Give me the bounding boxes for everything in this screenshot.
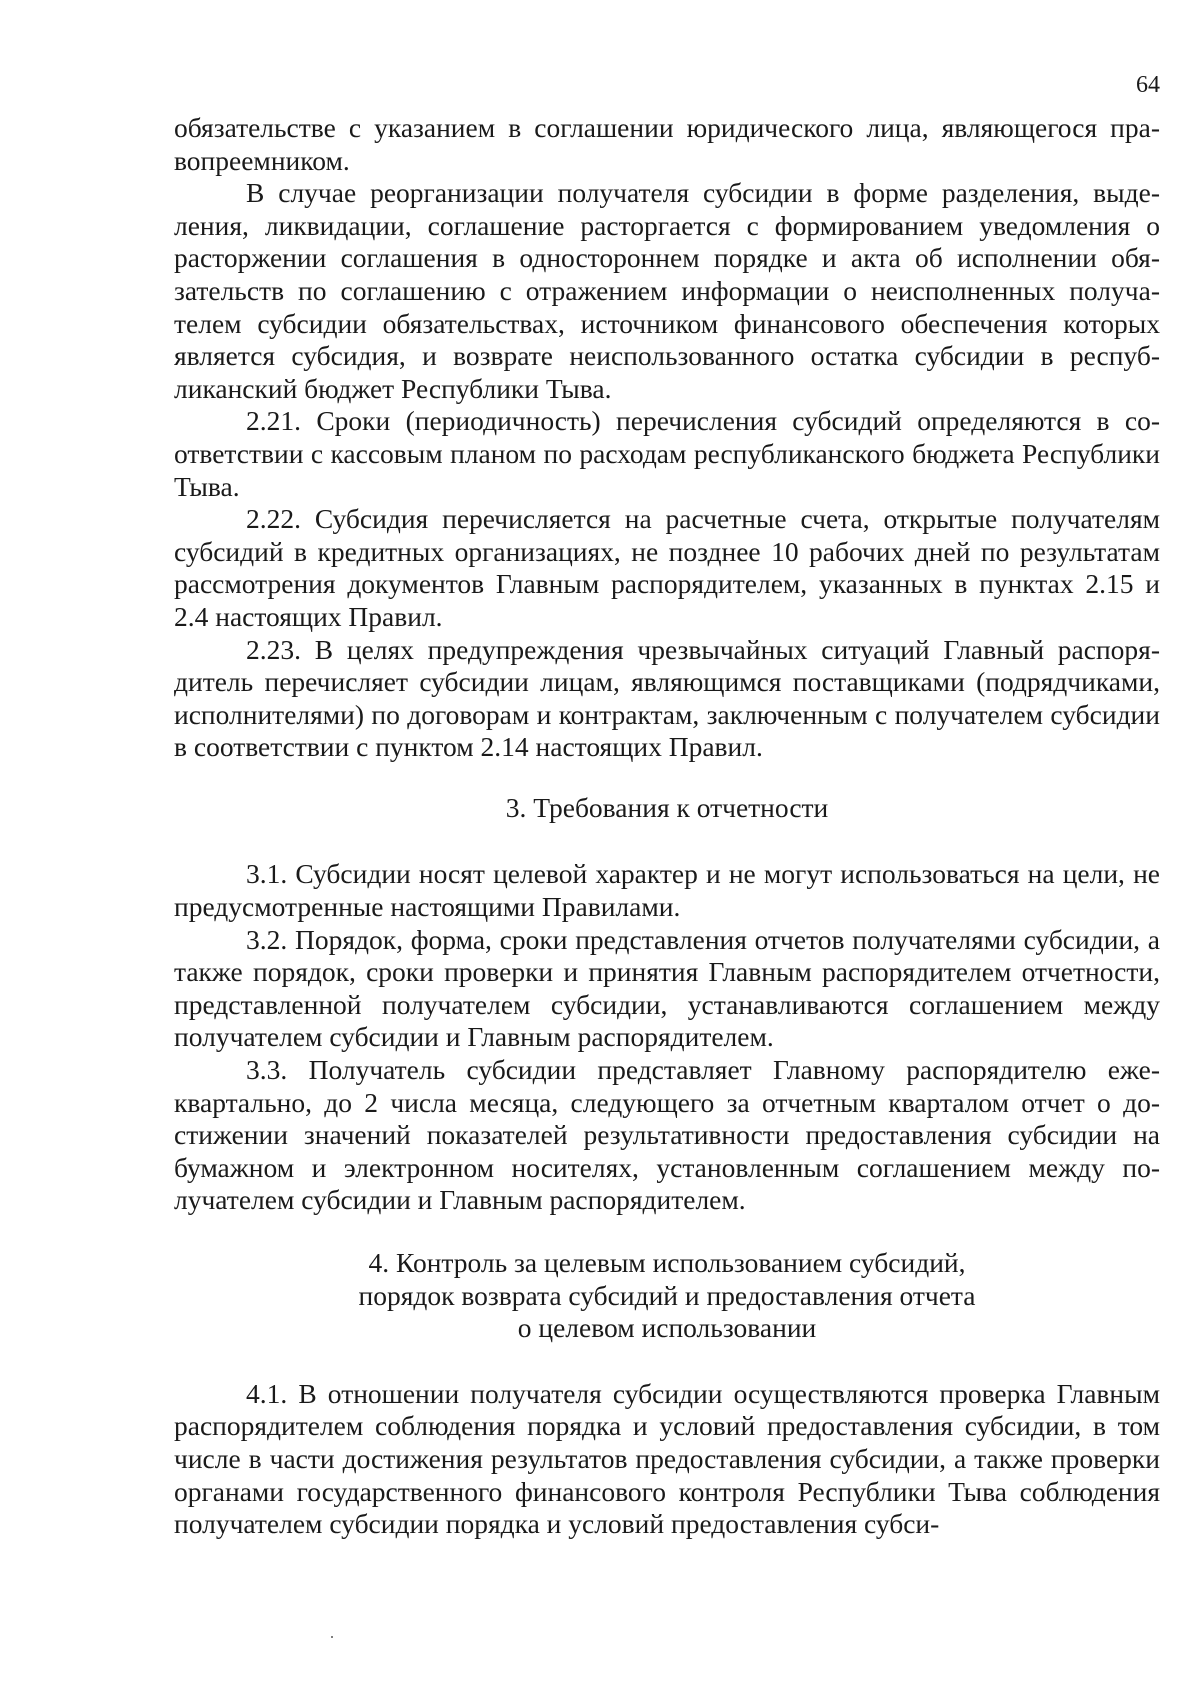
page-number: 64: [1136, 72, 1160, 98]
paragraph-continuation: обязательстве с указанием в соглашении юридического лица, являющегося правопреемником.: [174, 112, 1160, 176]
paragraph-reorganization: В случае реорганизации получателя субсидии в форме разделения, выделения, ликвидации, соглашение расторгается с формированием уведомления о расторжении соглашения в одностороннем порядке и акта об исполнении обязательств по соглашению с отражением информации о неисполненных получателем субсидии обязательствах, источником финансового обеспечения которых является субсидия, и возврате неиспользованного остатка субсидии в республиканский бюджет Республики Тыва.: [174, 177, 1160, 404]
section-4-heading-line-3: о целевом использовании: [517, 1312, 817, 1344]
paragraph-2-22: 2.22. Субсидия перечисляется на расчетные счета, открытые получателям субсидий в кредитных организациях, не позднее 10 рабочих дней по результатам рассмотрения документов Главным распорядителем, указанных в пунктах 2.15 и 2.4 настоящих Правил.: [174, 503, 1160, 632]
section-4-heading: [174, 1247, 1160, 1345]
paragraph-4-1: 4.1. В отношении получателя субсидии осуществляются проверка Главным распорядителем соблюдения порядка и условий предоставления субсидии, в том числе в части достижения результатов предоставления субсидии, а также проверки органами государственного финансового контроля Республики Тыва соблюдения получателем субсидии порядка и условий предоставления субси-: [174, 1377, 1160, 1540]
paragraph-3-3: 3.3. Получатель субсидии представляет Главному распорядителю ежеквартально, до 2 числа месяца, следующего за отчетным кварталом отчет о достижении значений показателей результативности предоставления субсидии на бумажном и электронном носителях, установленным соглашением между получателем субсидии и Главным распорядителем.: [174, 1054, 1160, 1216]
paragraph-3-2: 3.2. Порядок, форма, сроки представления отчетов получателями субсидии, а также порядок, сроки проверки и принятия Главным распорядителем отчетности, представленной получателем субсидии, устанавливаются соглашением между получателем субсидии и Главным распорядителем.: [174, 923, 1160, 1053]
paragraph-3-1: 3.1. Субсидии носят целевой характер и не могут использоваться на цели, не предусмотренные настоящими Правилами.: [174, 858, 1160, 923]
section-gap: [174, 1345, 1160, 1378]
paragraph-2-21: 2.21. Сроки (периодичность) перечисления субсидий определяются в соответствии с кассовым планом по расходам республиканского бюджета Республики Тыва.: [174, 405, 1160, 502]
scan-speck: [331, 1636, 333, 1638]
paragraph-2-23: 2.23. В целях предупреждения чрезвычайных ситуаций Главный распорядитель перечисляет субсидии лицам, являющимся поставщиками (подрядчиками, исполнителями) по договорам и контрактам, заключенным с получателем субсидии в соответствии с пунктом 2.14 настоящих Правил.: [174, 633, 1160, 763]
section-4-heading-line-1: 4. Контроль за целевым использованием субсидий,: [368, 1247, 966, 1278]
section-4-heading-line-2: порядок возврата субсидий и предоставления отчета: [358, 1279, 976, 1311]
section-3-heading: 3. Требования к отчетности: [505, 791, 829, 823]
section-gap: [174, 824, 1160, 858]
document-body: [174, 112, 1160, 1541]
